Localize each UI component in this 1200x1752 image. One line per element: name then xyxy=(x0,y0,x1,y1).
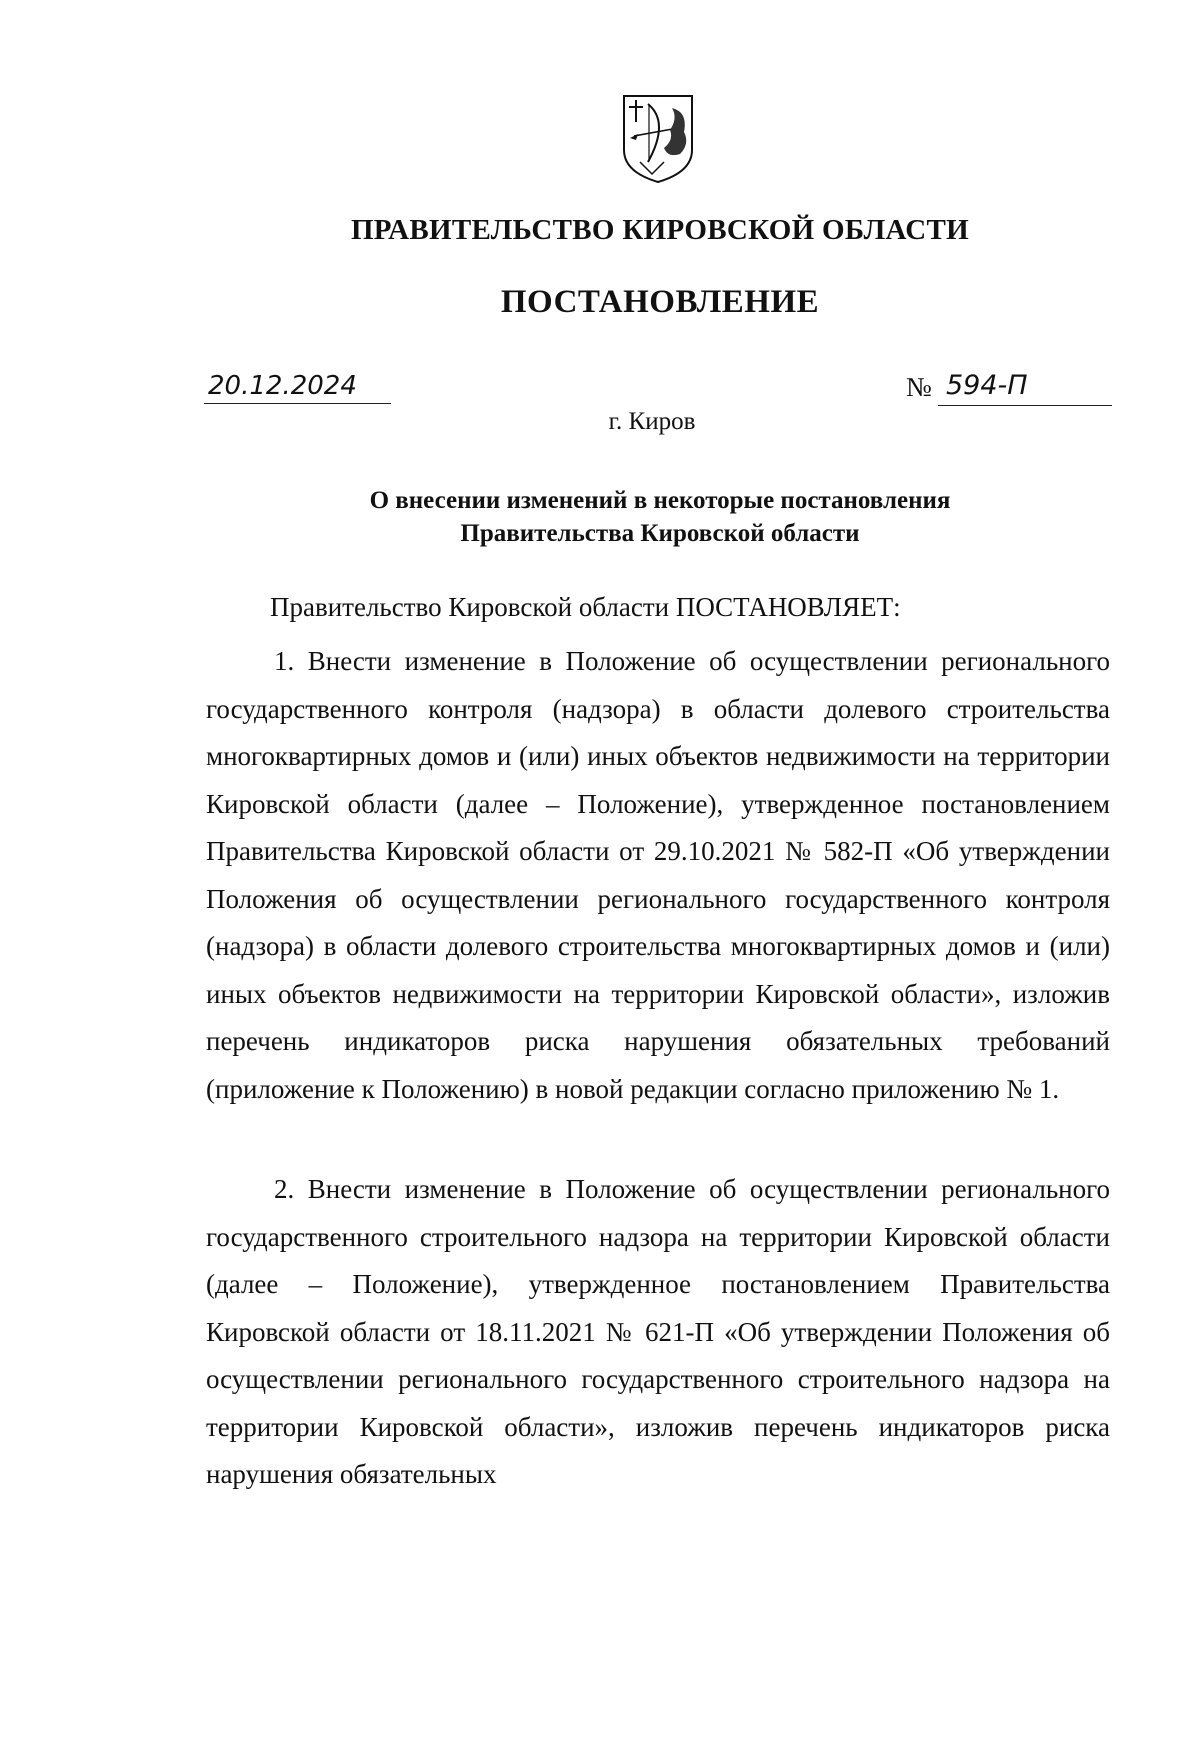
document-number xyxy=(906,366,1116,406)
paragraph-1: 1. Внести изменение в Положение об осуществлении регионального государственного контроля (надзора) в области долевого строительства многоквартирных домов и (или) иных объектов недвижимости на территории Кировской области (далее – Положение), утвержденное постановлением Правительства Кировской области от 29.10.2021 № 582-П «Об утверждении Положения об осуществлении регионального государственного контроля (надзора) в области долевого строительства многоквартирных домов и (или) иных объектов недвижимости на территории Кировской области», изложив перечень индикаторов риска нарушения обязательных требований (приложение к Положению) в новой редакции согласно приложению № 1. xyxy=(206,646,1110,1104)
kirov-oblast-coat-of-arms-icon xyxy=(618,92,698,186)
paragraph-2: 2. Внести изменение в Положение об осуществлении регионального государственного строительного надзора на территории Кировской области (далее – Положение), утвержденное постановлением Правительства Кировской области от 18.11.2021 № 621-П «Об утверждении Положения об осуществлении регионального государственного строительного надзора на территории Кировской области», изложив перечень индикаторов риска нарушения обязательных xyxy=(206,1174,1110,1489)
title-line-1: О внесении изменений в некоторые постановления xyxy=(369,487,951,514)
number-sign: № xyxy=(906,372,932,402)
number-value: 594-П xyxy=(938,366,1112,406)
resolution-intro: Правительство Кировской области ПОСТАНОВЛЯЕТ: xyxy=(270,592,901,622)
document-date: 20.12.2024 xyxy=(204,368,391,404)
document-title xyxy=(300,484,1020,550)
organization-name: ПРАВИТЕЛЬСТВО КИРОВСКОЙ ОБЛАСТИ xyxy=(350,214,970,246)
title-line-2: Правительства Кировской области xyxy=(460,520,860,547)
city: г. Киров xyxy=(608,408,696,435)
document-type: ПОСТАНОВЛЕНИЕ xyxy=(500,284,820,320)
